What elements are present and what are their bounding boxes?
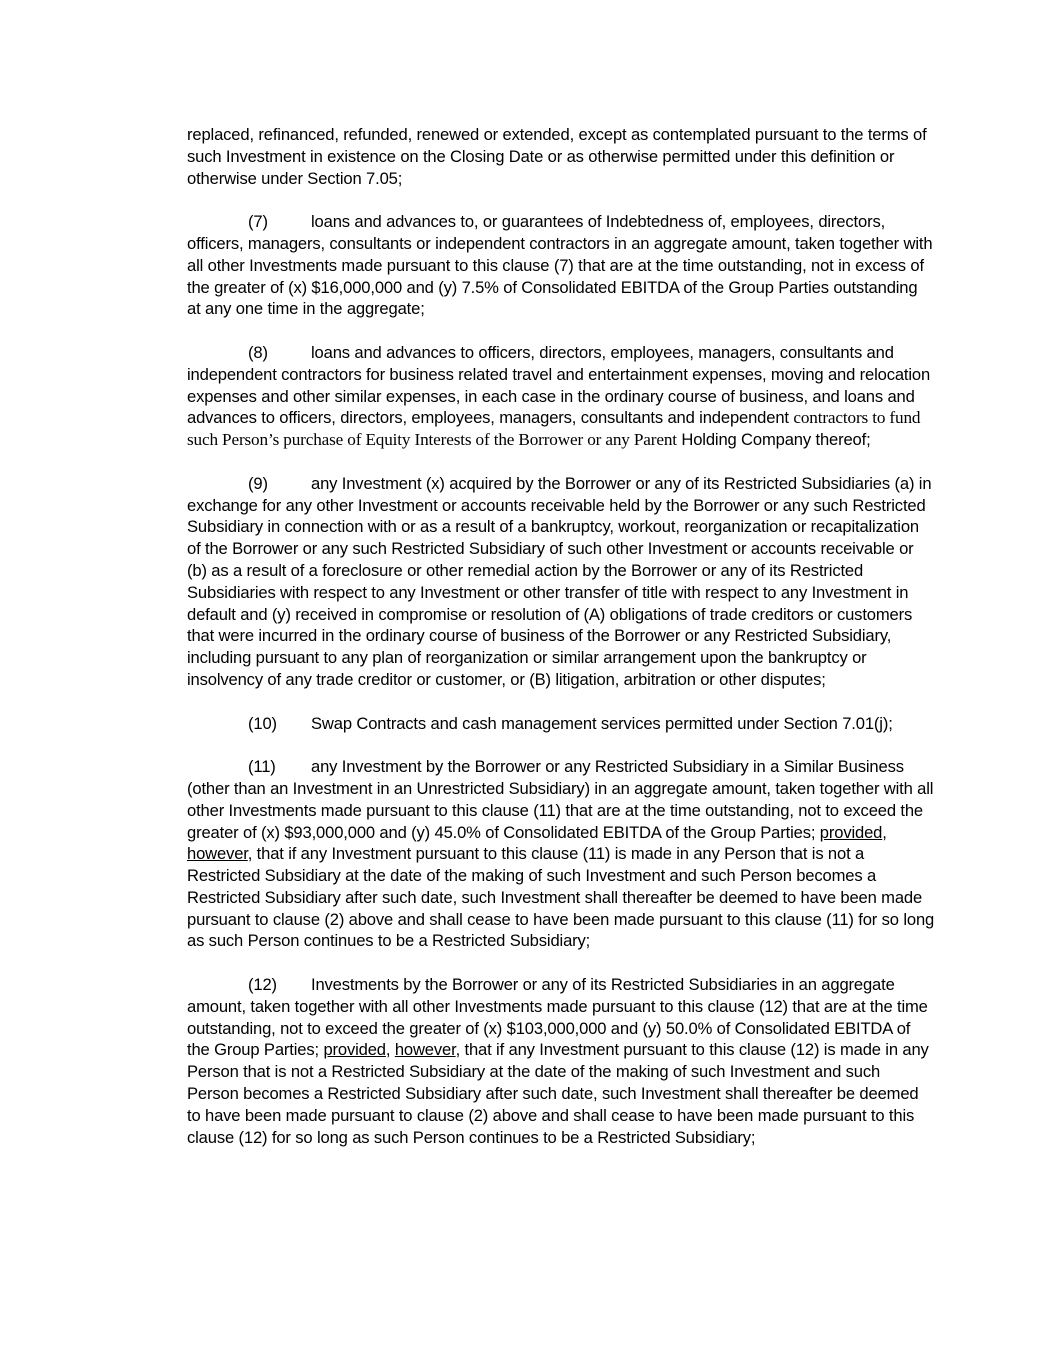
clause-9-text: any Investment (x) acquired by the Borrower or any of its Restricted Subsidiaries (a) in exchange for any other Investment or accounts receivable held by the Borrower or any such Restricted Subsidiary in connection with or as a result of a bankruptcy, workout, reorganization or recapitalization of the Borrower or any such Restricted Subsidiary of such other Investment or accounts receivable or (b) as a result of a foreclosure or other remedial action by the Borrower or any of its Restricted Subsidiaries with respect to any Investment or other transfer of title with respect to any Investment in default and (y) received in compromise or resolution of (A) obligations of trade creditors or customers that were incurred in the ordinary course of business of the Borrower or any Restricted Subsidiary, including pursuant to any plan of reorganization or similar arrangement upon the bankruptcy or insolvency of any trade creditor or customer, or (B) litigation, arbitration or other disputes; (187, 473, 932, 689)
clause-8-number: (8) (248, 342, 268, 362)
paragraph-intro (187, 124, 935, 189)
clause-11-number: (11) (248, 757, 276, 777)
clause-12-provided: provided (323, 1040, 386, 1060)
clause-12-text-b: , that if any Investment pursuant to this clause (12) is made in any Person that is not a Restricted Subsidiary at the date of the making of such Investment and such Person becomes a Restricted Subsidiary after such date, such Investment shall thereafter be deemed to have been made pursuant to clause (2) above and shall cease to have been made pursuant to this clause (12) for so long as such Person continues to be a Restricted Subsidiary; (187, 1040, 929, 1147)
clause-8-text-c: Holding Company thereof; (681, 430, 871, 450)
clause-11-text-b: , that if any Investment pursuant to this clause (11) is made in any Person that is not a Restricted Subsidiary at the date of the making of such Investment and such Person becomes a Restricted Subsidiary after such date, such Investment shall thereafter be deemed to have been made pursuant to clause (2) above and shall cease to have been made pursuant to this clause (11) for so long as such Person continues to be a Restricted Subsidiary; (187, 844, 935, 951)
clause-11-comma: , (882, 822, 887, 842)
clause-7 (187, 211, 935, 320)
clause-9-number: (9) (248, 473, 268, 493)
clause-12-text-a: Investments by the Borrower or any of its Restricted Subsidiaries in an aggregate amount, taken together with all other Investments made pursuant to this clause (12) that are at the time outstanding, not to exceed the greater of (x) $103,000,000 and (y) 50.0% of Consolidated EBITDA of the Group Parties; (187, 975, 928, 1060)
clause-7-number: (7) (248, 212, 268, 232)
clause-12-however: however (394, 1040, 456, 1060)
clause-12-comma: , (385, 1040, 395, 1060)
clause-8-text-a: loans and advances to officers, directors, employees, managers, consultants and independent contractors for business related travel and entertainment expenses, moving and relocation expenses and other similar expenses, in each case in the ordinary course of business, and loans and advances to officers, directors, employees, managers, consultants and independent (187, 342, 931, 428)
paragraph-intro-text: replaced, refinanced, refunded, renewed or extended, except as contemplated pursuant to the terms of such Investment in existence on the Closing Date or as otherwise permitted under this definition or otherwise under Section 7.05; (187, 125, 927, 188)
clause-8-text-b: contractors to fund such Person’s purchase of Equity Interests of the Borrower or any Parent (187, 408, 921, 450)
clause-8 (187, 342, 935, 451)
clause-9 (187, 473, 935, 691)
clause-7-text: loans and advances to, or guarantees of Indebtedness of, employees, directors, officers, managers, consultants or independent contractors in an aggregate amount, taken together with all other Investments made pursuant to this clause (7) that are at the time outstanding, not in excess of the greater of (x) $16,000,000 and (y) 7.5% of Consolidated EBITDA of the Group Parties outstanding at any one time in the aggregate; (187, 212, 933, 319)
clause-10-text: Swap Contracts and cash management services permitted under Section 7.01(j); (311, 713, 893, 733)
clause-12 (187, 974, 935, 1148)
clause-11-text-a: any Investment by the Borrower or any Restricted Subsidiary in a Similar Business (other than an Investment in an Unrestricted Subsidiary) in an aggregate amount, taken together with all other Investments made pursuant to this clause (11) that are at the time outstanding, not to exceed the greater of (x) $93,000,000 and (y) 45.0% of Consolidated EBITDA of the Group Parties; (187, 757, 934, 842)
clause-11-provided: provided (819, 822, 883, 842)
clause-10-number: (10) (248, 713, 277, 733)
clause-10 (187, 713, 935, 735)
clause-12-number: (12) (248, 975, 277, 995)
clause-11-however: however (187, 844, 248, 864)
document-body (187, 124, 935, 1170)
clause-11 (187, 756, 935, 952)
